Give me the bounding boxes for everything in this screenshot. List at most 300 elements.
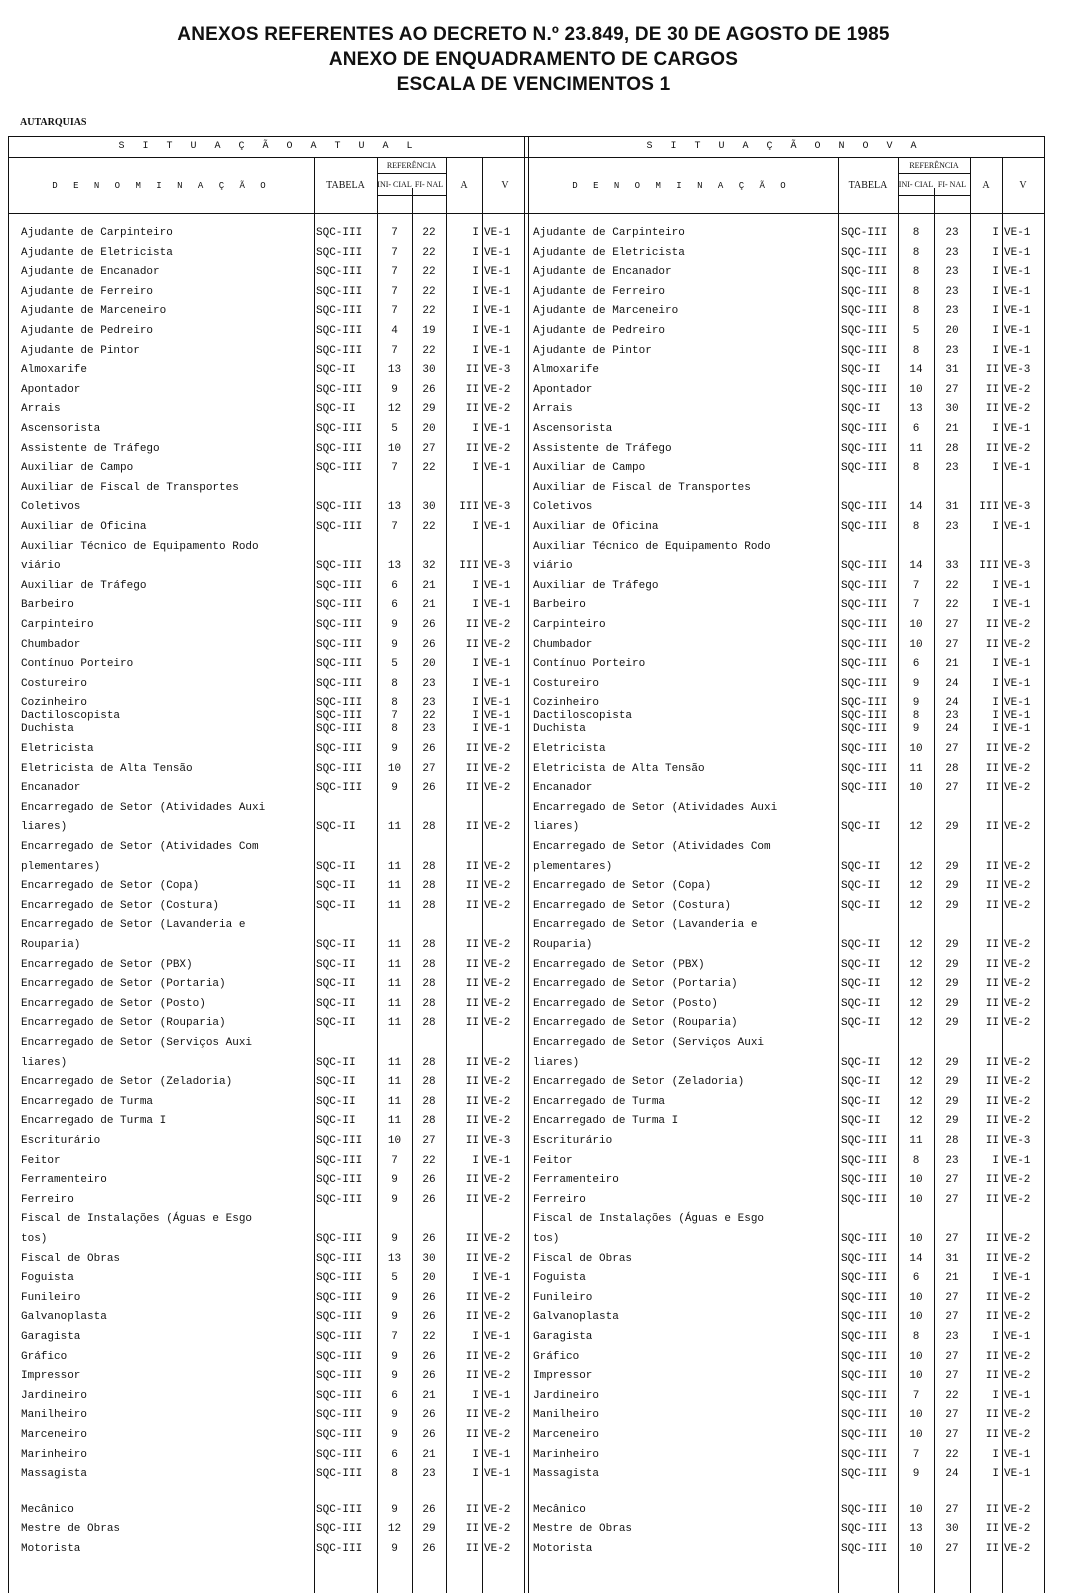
- denominacao-text: Marinheiro: [21, 1448, 88, 1461]
- classe-a-cell: II: [985, 442, 999, 455]
- ref-inicial-cell: 14: [909, 560, 923, 573]
- classe-v-cell: VE-2: [1004, 958, 1031, 971]
- denominacao-text: Escriturário: [533, 1135, 613, 1147]
- classe-v-cell: VE-1: [1004, 325, 1031, 337]
- denominacao-text: Motorista: [21, 1543, 81, 1555]
- classe-a-cell: II: [465, 442, 479, 455]
- ref-inicial-cell: 11: [387, 1056, 402, 1069]
- classe-a-cell: II: [985, 782, 999, 795]
- ref-final-cell: 29: [422, 403, 436, 416]
- classe-a-cell: II: [985, 821, 999, 834]
- classe-a-cell: II: [985, 1311, 999, 1324]
- denominacao-text: Ajudante de Ferreiro: [21, 285, 154, 298]
- ref-inicial-cell: 7: [391, 710, 398, 723]
- tabela-cell: SQC-II: [316, 978, 356, 991]
- classe-v-cell: VE-1: [1004, 697, 1031, 710]
- tabela-cell: SQC-III: [316, 1331, 363, 1343]
- classe-v-cell: VE-1: [1004, 462, 1031, 475]
- title-line-3: ESCALA DE VENCIMENTOS 1: [396, 74, 671, 95]
- ref-final-cell: 27: [945, 1291, 959, 1304]
- classe-v-cell: VE-1: [484, 677, 511, 690]
- tabela-cell: SQC-III: [316, 1291, 363, 1304]
- denominacao-text: Arrais: [21, 403, 61, 416]
- ref-inicial-cell: 10: [909, 1543, 923, 1555]
- ref-final-cell: 27: [945, 638, 959, 651]
- ref-final-cell: 23: [945, 1331, 959, 1343]
- ref-inicial-cell: 7: [391, 344, 398, 357]
- ref-inicial-cell: 12: [909, 1095, 923, 1108]
- tabela-cell: SQC-III: [841, 1174, 888, 1187]
- denominacao-text: liares): [533, 821, 580, 834]
- ref-inicial-cell: 11: [387, 958, 402, 971]
- tabela-cell: SQC-II: [841, 403, 881, 416]
- ref-final-cell: 30: [422, 1252, 436, 1265]
- ref-inicial-cell: 7: [391, 266, 398, 279]
- ref-inicial-cell: 7: [912, 1389, 920, 1402]
- ref-final-cell: 28: [422, 997, 436, 1010]
- ref-final-cell: 23: [945, 227, 959, 239]
- classe-v-cell: VE-2: [1004, 442, 1031, 455]
- ref-final-cell: 29: [945, 1095, 959, 1108]
- classe-a-cell: I: [472, 266, 479, 279]
- denominacao-text: Chumbador: [533, 638, 593, 651]
- tabela-cell: SQC-III: [316, 697, 363, 710]
- ref-inicial-cell: 8: [912, 305, 920, 318]
- classe-v-cell: VE-1: [484, 325, 511, 337]
- tabela-cell: SQC-III: [841, 325, 888, 337]
- tabela-cell: SQC-III: [316, 1193, 363, 1206]
- tabela-cell: SQC-II: [841, 1115, 881, 1128]
- ref-inicial-cell: 12: [909, 997, 923, 1010]
- classe-a-cell: I: [472, 462, 479, 475]
- classe-v-cell: VE-1: [1004, 1389, 1031, 1402]
- ref-final-cell: 29: [945, 997, 959, 1010]
- tabela-cell: SQC-III: [841, 344, 888, 357]
- tabela-cell: SQC-II: [841, 978, 881, 991]
- classe-v-cell: VE-1: [1004, 266, 1031, 279]
- denominacao-text: Ferreiro: [533, 1193, 586, 1206]
- classe-v-cell: VE-2: [484, 619, 511, 631]
- classe-a-cell: II: [985, 1233, 999, 1245]
- denominacao-text: Auxiliar de Tráfego: [533, 579, 659, 592]
- denominacao-text: Jardineiro: [533, 1389, 600, 1402]
- denominacao-text: liares): [21, 1056, 68, 1069]
- denominacao-text: Auxiliar de Campo: [21, 462, 134, 475]
- denominacao-text: Ajudante de Ferreiro: [533, 285, 666, 298]
- denominacao-text: Impressor: [21, 1370, 81, 1383]
- rule: [1002, 158, 1003, 1593]
- tabela-cell: SQC-III: [841, 579, 888, 592]
- ref-inicial-cell: 9: [391, 619, 398, 631]
- ref-final-cell: 22: [422, 344, 436, 357]
- classe-a-cell: I: [992, 1331, 999, 1343]
- ref-final-cell: 30: [945, 1523, 959, 1536]
- tabela-cell: SQC-II: [316, 821, 356, 834]
- ref-inicial-cell: 7: [912, 599, 920, 612]
- ref-final-cell: 23: [422, 723, 436, 736]
- denominacao-text: Encarregado de Setor (Copa): [21, 880, 200, 893]
- ref-inicial-cell: 13: [387, 501, 402, 514]
- classe-a-cell: I: [472, 1331, 479, 1343]
- denominacao-text: Encarregado de Setor (Atividades Com: [21, 841, 259, 853]
- tabela-cell: SQC-III: [841, 462, 888, 475]
- classe-a-cell: II: [985, 860, 999, 873]
- ref-final-cell: 21: [422, 1448, 436, 1461]
- ref-inicial-cell: 11: [387, 997, 402, 1010]
- classe-v-cell: VE-2: [1004, 1233, 1031, 1245]
- ref-inicial-cell: 10: [909, 638, 923, 651]
- tabela-cell: SQC-III: [316, 1350, 363, 1363]
- classe-a-cell: I: [992, 1468, 999, 1481]
- classe-v-cell: VE-2: [1004, 1370, 1031, 1383]
- ref-final-cell: 28: [422, 1115, 436, 1128]
- classe-a-cell: II: [985, 1056, 999, 1069]
- classe-v-cell: VE-2: [1004, 1429, 1031, 1441]
- classe-a-cell: I: [992, 305, 999, 318]
- ref-final-cell: 27: [945, 1409, 959, 1422]
- classe-v-cell: VE-2: [1004, 782, 1031, 795]
- classe-a-cell: II: [465, 1056, 479, 1069]
- ref-inicial-cell: 7: [912, 579, 920, 592]
- classe-v-cell: VE-2: [484, 403, 511, 416]
- classe-a-cell: II: [465, 1350, 479, 1363]
- denominacao-text: Barbeiro: [533, 599, 586, 612]
- column-header-row: [9, 158, 528, 214]
- denominacao-text: Encarregado de Setor (Atividades Auxi: [21, 801, 266, 814]
- ref-inicial-cell: 12: [909, 1017, 923, 1030]
- classe-a-cell: II: [985, 364, 999, 377]
- tabela-cell: SQC-III: [316, 1448, 363, 1461]
- ref-final-cell: 22: [422, 1331, 436, 1343]
- classe-a-cell: I: [472, 423, 479, 435]
- classe-v-cell: VE-2: [484, 1523, 511, 1536]
- denominacao-text: Auxiliar de Campo: [533, 462, 646, 475]
- ref-final-cell: 27: [945, 1233, 959, 1245]
- tabela-cell: SQC-III: [316, 677, 363, 690]
- classe-v-cell: VE-2: [484, 1095, 511, 1108]
- tabela-cell: SQC-III: [841, 305, 888, 318]
- classe-v-cell: VE-2: [1004, 619, 1031, 631]
- classe-a-cell: I: [992, 344, 999, 357]
- ref-final-cell: 31: [945, 1252, 959, 1265]
- tabela-cell: SQC-III: [841, 1193, 888, 1206]
- tabela-cell: SQC-III: [841, 743, 888, 755]
- ref-final-cell: 27: [945, 1193, 959, 1206]
- tabela-cell: SQC-III: [316, 501, 363, 514]
- ref-inicial-cell: 12: [909, 880, 923, 893]
- tabela-cell: SQC-III: [316, 305, 363, 318]
- ref-final-cell: 29: [422, 1523, 436, 1536]
- tabela-cell: SQC-III: [841, 1311, 888, 1324]
- denominacao-text: Contínuo Porteiro: [533, 658, 646, 671]
- tabela-cell: SQC-II: [316, 880, 356, 893]
- col-inicial: INI- CIAL: [898, 179, 934, 189]
- classe-a-cell: I: [992, 246, 999, 259]
- classe-a-cell: II: [465, 1409, 479, 1422]
- classe-v-cell: VE-1: [484, 1272, 511, 1285]
- denominacao-text: Funileiro: [533, 1291, 593, 1304]
- tabela-cell: SQC-II: [841, 958, 881, 971]
- classe-a-cell: II: [465, 939, 479, 951]
- ref-final-cell: 24: [945, 723, 959, 736]
- ref-inicial-cell: 12: [909, 860, 923, 873]
- denominacao-text: Auxiliar Técnico de Equipamento Rodo: [21, 540, 259, 553]
- ref-inicial-cell: 7: [391, 1154, 398, 1167]
- classe-v-cell: VE-2: [484, 821, 511, 834]
- classe-v-cell: VE-2: [1004, 978, 1031, 991]
- ref-final-cell: 29: [945, 1115, 959, 1128]
- ref-inicial-cell: 9: [391, 1311, 398, 1324]
- ref-final-cell: 26: [422, 1233, 436, 1245]
- ref-final-cell: 21: [422, 1389, 436, 1402]
- ref-final-cell: 20: [422, 1272, 436, 1285]
- classe-a-cell: I: [992, 1448, 999, 1461]
- col-v: V: [501, 180, 509, 191]
- tabela-cell: SQC-III: [841, 1272, 888, 1285]
- tabela-cell: SQC-III: [841, 1543, 888, 1555]
- tabela-cell: SQC-II: [316, 403, 356, 416]
- col-a: A: [982, 180, 990, 191]
- ref-inicial-cell: 12: [387, 1523, 402, 1536]
- ref-final-cell: 27: [945, 1350, 959, 1363]
- denominacao-text: Mestre de Obras: [533, 1523, 633, 1536]
- denominacao-text: Gráfico: [533, 1350, 580, 1363]
- ref-final-cell: 23: [945, 462, 959, 475]
- classe-a-cell: III: [459, 501, 479, 514]
- tabela-cell: SQC-II: [316, 1076, 356, 1089]
- classe-v-cell: VE-1: [484, 1468, 511, 1481]
- ref-final-cell: 26: [422, 638, 436, 651]
- ref-inicial-cell: 4: [391, 325, 398, 337]
- denominacao-text: Encarregado de Setor (Costura): [533, 899, 732, 912]
- classe-a-cell: II: [985, 939, 999, 951]
- classe-a-cell: II: [465, 619, 479, 631]
- denominacao-text: Rouparia): [533, 939, 593, 951]
- denominacao-text: Galvanoplasta: [533, 1311, 619, 1324]
- col-referencia: REFERÊNCIA: [386, 161, 437, 170]
- classe-a-cell: II: [465, 1291, 479, 1304]
- classe-v-cell: VE-3: [1004, 560, 1031, 573]
- rule: [314, 158, 315, 1593]
- ref-inicial-cell: 11: [387, 860, 402, 873]
- ref-final-cell: 27: [945, 1370, 959, 1383]
- denominacao-text: viário: [533, 560, 573, 573]
- heading-situacao-atual: S I T U A Ç Ã O A T U A L: [9, 137, 528, 158]
- ref-inicial-cell: 9: [391, 1193, 398, 1206]
- classe-a-cell: II: [465, 1115, 479, 1128]
- ref-final-cell: 28: [422, 899, 436, 912]
- denominacao-text: Gráfico: [21, 1350, 68, 1363]
- classe-a-cell: I: [992, 1389, 999, 1402]
- ref-inicial-cell: 5: [391, 423, 398, 435]
- tabela-cell: SQC-III: [841, 1252, 888, 1265]
- ref-inicial-cell: 10: [909, 782, 923, 795]
- denominacao-text: Dactiloscopista: [21, 710, 121, 723]
- denominacao-text: Costureiro: [533, 677, 600, 690]
- ref-final-cell: 20: [422, 658, 436, 671]
- denominacao-text: Contínuo Porteiro: [21, 658, 134, 671]
- tabela-cell: SQC-III: [841, 1331, 888, 1343]
- classe-a-cell: I: [992, 423, 999, 435]
- denominacao-text: Costureiro: [21, 677, 88, 690]
- tabela-cell: SQC-III: [316, 325, 363, 337]
- tabela-cell: SQC-III: [841, 1135, 888, 1147]
- tabela-cell: SQC-III: [316, 599, 363, 612]
- ref-inicial-cell: 11: [387, 1017, 402, 1030]
- col-tabela: TABELA: [848, 180, 888, 191]
- classe-a-cell: II: [985, 1193, 999, 1206]
- denominacao-text: plementares): [21, 860, 101, 873]
- ref-final-cell: 22: [422, 521, 436, 533]
- ref-inicial-cell: 7: [391, 246, 398, 259]
- denominacao-text: Escriturário: [21, 1135, 101, 1147]
- classe-v-cell: VE-1: [1004, 599, 1031, 612]
- ref-inicial-cell: 8: [391, 697, 398, 710]
- ref-final-cell: 26: [422, 1370, 436, 1383]
- ref-final-cell: 23: [422, 1468, 436, 1481]
- denominacao-text: Ajudante de Marceneiro: [533, 305, 679, 318]
- ref-inicial-cell: 10: [909, 1193, 923, 1206]
- classe-a-cell: II: [985, 619, 999, 631]
- ref-final-cell: 26: [422, 1503, 436, 1516]
- classe-a-cell: II: [465, 1193, 479, 1206]
- classe-v-cell: VE-2: [484, 1350, 511, 1363]
- denominacao-text: Almoxarife: [21, 364, 88, 377]
- denominacao-text: Eletricista: [21, 743, 94, 755]
- classe-a-cell: I: [472, 658, 479, 671]
- classe-v-cell: VE-2: [1004, 403, 1031, 416]
- classe-v-cell: VE-1: [484, 462, 511, 475]
- ref-final-cell: 26: [422, 1193, 436, 1206]
- classe-v-cell: VE-2: [1004, 1311, 1031, 1324]
- ref-inicial-cell: 8: [912, 710, 920, 723]
- ref-inicial-cell: 11: [909, 442, 923, 455]
- classe-a-cell: II: [465, 762, 479, 775]
- classe-a-cell: II: [465, 782, 479, 795]
- document-titles: [0, 22, 1067, 97]
- classe-v-cell: VE-1: [1004, 658, 1031, 671]
- classe-a-cell: I: [992, 325, 999, 337]
- classe-a-cell: II: [465, 383, 479, 396]
- tabela-cell: SQC-III: [316, 423, 363, 435]
- tabela-cell: SQC-III: [841, 723, 888, 736]
- tabela-cell: SQC-III: [841, 1503, 888, 1516]
- tabela-cell: SQC-III: [841, 658, 888, 671]
- denominacao-text: Jardineiro: [21, 1389, 88, 1402]
- classe-a-cell: II: [985, 880, 999, 893]
- classe-v-cell: VE-2: [484, 899, 511, 912]
- ref-inicial-cell: 12: [909, 1056, 923, 1069]
- ref-final-cell: 27: [422, 442, 436, 455]
- classe-v-cell: VE-1: [1004, 227, 1031, 239]
- denominacao-text: Encarregado de Setor (Copa): [533, 880, 712, 893]
- classe-a-cell: II: [465, 1174, 479, 1187]
- classe-v-cell: VE-2: [1004, 1076, 1031, 1089]
- ref-final-cell: 22: [422, 266, 436, 279]
- ref-final-cell: 30: [422, 364, 436, 377]
- section-label: AUTARQUIAS: [20, 117, 87, 128]
- classe-a-cell: I: [992, 579, 999, 592]
- denominacao-text: Encarregado de Setor (Atividades Com: [533, 841, 771, 853]
- denominacao-text: Duchista: [533, 723, 586, 736]
- ref-inicial-cell: 8: [912, 521, 920, 533]
- col-a: A: [460, 180, 468, 191]
- denominacao-text: Ascensorista: [21, 423, 101, 435]
- ref-final-cell: 21: [422, 579, 436, 592]
- tabela-cell: SQC-III: [841, 1389, 888, 1402]
- ref-inicial-cell: 8: [391, 1468, 398, 1481]
- ref-inicial-cell: 6: [391, 579, 398, 592]
- ref-inicial-cell: 9: [912, 697, 920, 710]
- classe-v-cell: VE-2: [484, 782, 511, 795]
- classe-a-cell: II: [465, 978, 479, 991]
- classe-v-cell: VE-3: [484, 560, 511, 573]
- classe-v-cell: VE-3: [1004, 1135, 1031, 1147]
- classe-v-cell: VE-2: [1004, 762, 1031, 775]
- tabela-cell: SQC-III: [316, 442, 363, 455]
- classe-v-cell: VE-1: [484, 246, 511, 259]
- rule: [377, 195, 446, 196]
- denominacao-text: Encanador: [21, 782, 81, 795]
- tabela-cell: SQC-III: [841, 423, 888, 435]
- denominacao-text: Ajudante de Encanador: [21, 266, 160, 279]
- denominacao-text: Encarregado de Setor (Rouparia): [533, 1017, 738, 1030]
- ref-final-cell: 26: [422, 619, 436, 631]
- classe-v-cell: VE-2: [1004, 1115, 1031, 1128]
- ref-final-cell: 29: [945, 860, 959, 873]
- ref-inicial-cell: 10: [909, 383, 923, 396]
- denominacao-text: Encarregado de Setor (Serviços Auxi: [533, 1037, 765, 1049]
- tabela-cell: SQC-III: [316, 619, 363, 631]
- tabela-cell: SQC-II: [316, 939, 356, 951]
- tabela-cell: SQC-III: [841, 1468, 888, 1481]
- ref-final-cell: 22: [945, 1389, 959, 1402]
- tabela-cell: SQC-III: [841, 677, 888, 690]
- classe-v-cell: VE-3: [1004, 364, 1031, 377]
- denominacao-text: Encarregado de Turma I: [21, 1115, 167, 1128]
- denominacao-text: liares): [21, 821, 68, 834]
- ref-final-cell: 28: [422, 958, 436, 971]
- tabela-cell: SQC-III: [316, 246, 363, 259]
- tabela-cell: SQC-II: [841, 997, 881, 1010]
- tabela-cell: SQC-II: [316, 860, 356, 873]
- tabela-cell: SQC-III: [841, 560, 888, 573]
- classe-v-cell: VE-2: [484, 1056, 511, 1069]
- denominacao-text: Marceneiro: [21, 1429, 88, 1441]
- classe-v-cell: VE-2: [484, 762, 511, 775]
- denominacao-text: Encarregado de Setor (Costura): [21, 899, 220, 912]
- denominacao-text: Ferramenteiro: [21, 1174, 107, 1187]
- denominacao-text: Carpinteiro: [533, 619, 606, 631]
- tabela-cell: SQC-II: [841, 364, 881, 377]
- ref-final-cell: 26: [422, 1429, 436, 1441]
- ref-inicial-cell: 9: [391, 1429, 398, 1441]
- classe-v-cell: VE-1: [484, 227, 511, 239]
- denominacao-text: tos): [533, 1233, 560, 1245]
- denominacao-text: Apontador: [533, 383, 593, 396]
- ref-final-cell: 22: [422, 246, 436, 259]
- ref-inicial-cell: 9: [391, 383, 398, 396]
- classe-a-cell: II: [465, 1076, 479, 1089]
- ref-final-cell: 28: [422, 821, 436, 834]
- ref-final-cell: 27: [945, 619, 959, 631]
- classe-a-cell: I: [992, 521, 999, 533]
- ref-inicial-cell: 11: [387, 821, 402, 834]
- denominacao-text: Marinheiro: [533, 1448, 600, 1461]
- classe-a-cell: II: [985, 1076, 999, 1089]
- ref-inicial-cell: 10: [909, 1291, 923, 1304]
- ref-final-cell: 22: [945, 1448, 959, 1461]
